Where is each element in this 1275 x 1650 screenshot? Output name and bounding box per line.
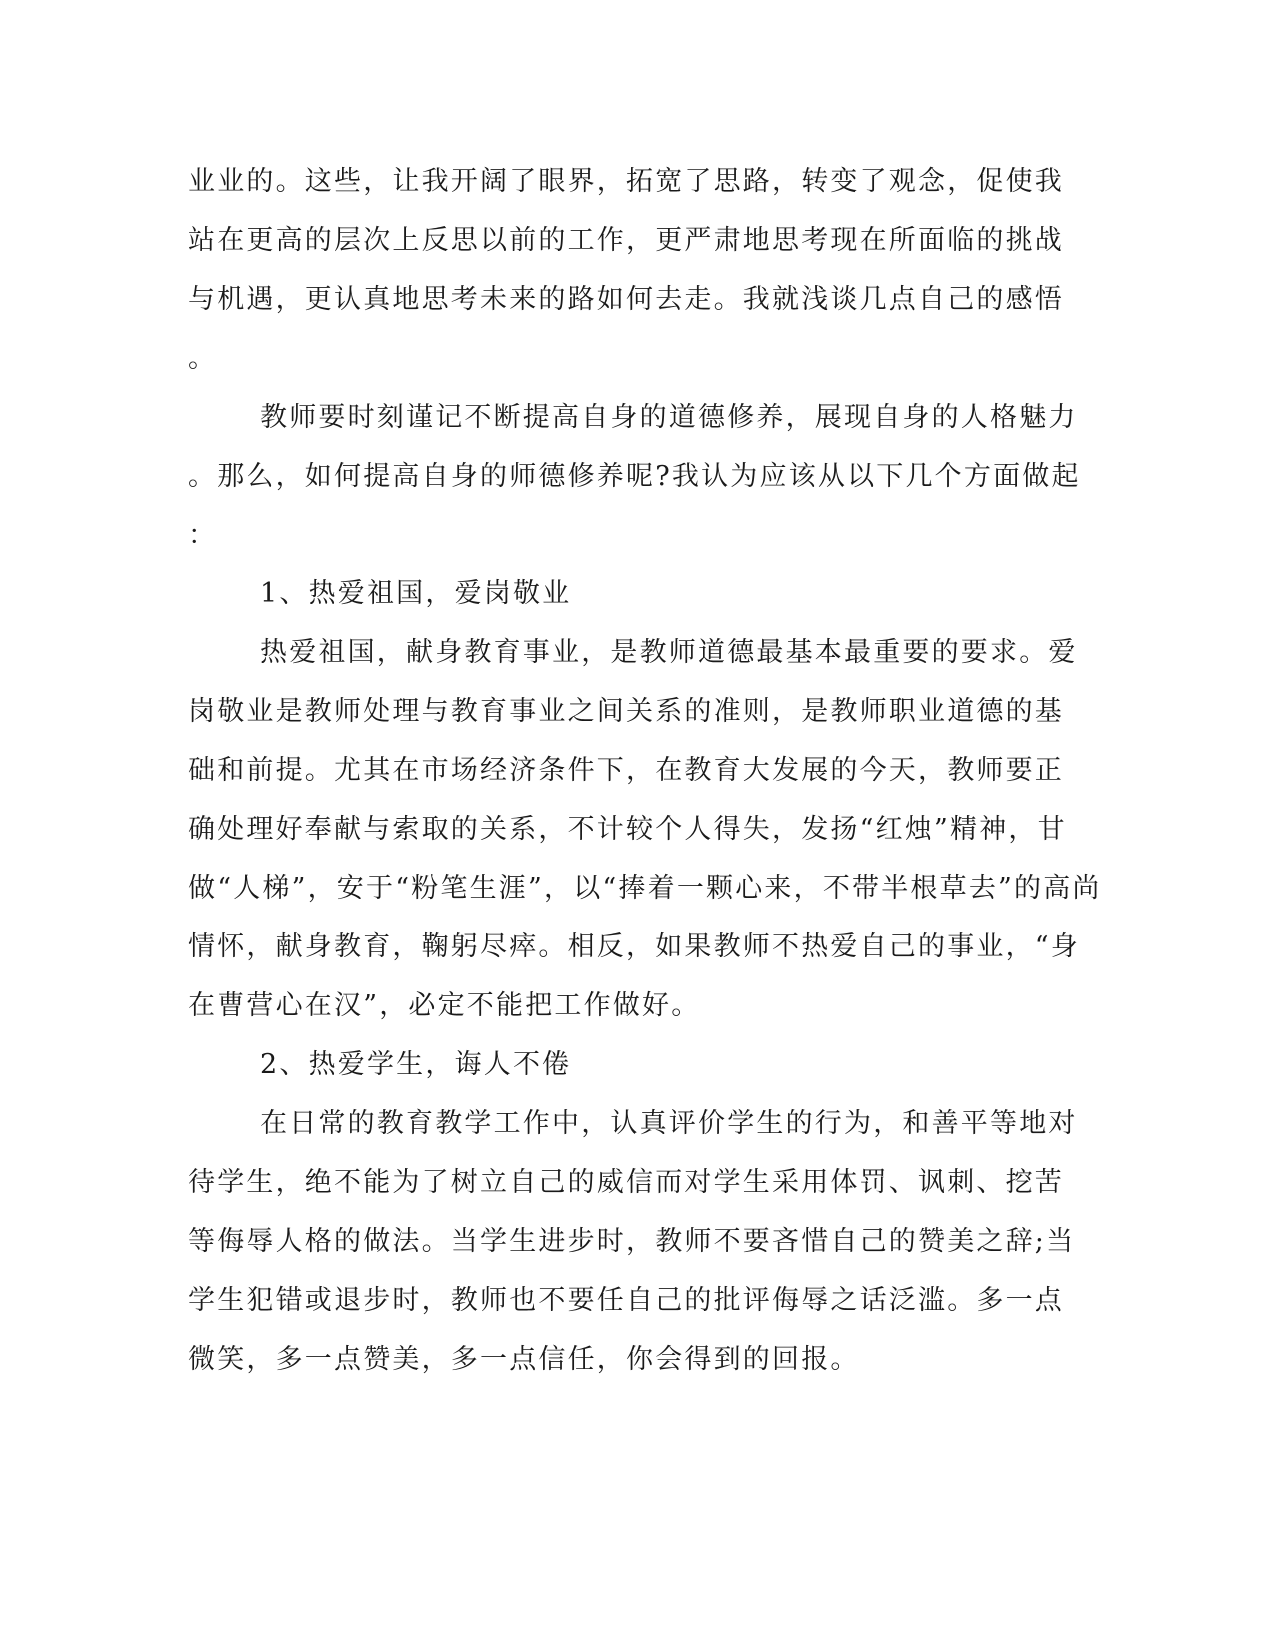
text-line: 站在更高的层次上反思以前的工作，更严肃地思考现在所面临的挑战 [188,225,1064,256]
text-line: 待学生，绝不能为了树立自己的威信而对学生采用体罚、讽刺、挖苦 [188,1167,1064,1198]
paragraph-start: 教师要时刻谨记不断提高自身的道德修养，展现自身的人格魅力 [260,402,1078,433]
text-line: 业业的。这些，让我开阔了眼界，拓宽了思路，转变了观念，促使我 [188,166,1064,197]
text-line: 。 [188,343,218,374]
text-line: 与机遇，更认真地思考未来的路如何去走。我就浅谈几点自己的感悟 [188,284,1064,315]
text-line: 做“人梯”，安于“粉笔生涯”，以“捧着一颗心来，不带半根草去”的高尚 [188,873,1102,904]
text-line: 。那么，如何提高自身的师德修养呢?我认为应该从以下几个方面做起 [188,461,1081,492]
text-line: 情怀，献身教育，鞠躬尽瘁。相反，如果教师不热爱自己的事业，“身 [188,931,1081,962]
section-heading-2: 2、热爱学生，诲人不倦 [260,1049,572,1080]
text-line: 微笑，多一点赞美，多一点信任，你会得到的回报。 [188,1344,860,1375]
text-line: 学生犯错或退步时，教师也不要任自己的批评侮辱之话泛滥。多一点 [188,1285,1064,1316]
paragraph-start: 热爱祖国，献身教育事业，是教师道德最基本最重要的要求。爱 [260,637,1078,668]
text-line: 岗敬业是教师处理与教育事业之间关系的准则，是教师职业道德的基 [188,696,1064,727]
text-line: 在曹营心在汉”，必定不能把工作做好。 [188,990,701,1021]
paragraph-start: 在日常的教育教学工作中，认真评价学生的行为，和善平等地对 [260,1108,1078,1139]
text-line: 等侮辱人格的做法。当学生进步时，教师不要吝惜自己的赞美之辞;当 [188,1226,1076,1257]
section-heading-1: 1、热爱祖国，爱岗敬业 [260,578,572,609]
text-line: 确处理好奉献与索取的关系，不计较个人得失，发扬“红烛”精神，甘 [188,814,1067,845]
text-line: 础和前提。尤其在市场经济条件下，在教育大发展的今天，教师要正 [188,755,1064,786]
text-line: ： [188,520,218,551]
